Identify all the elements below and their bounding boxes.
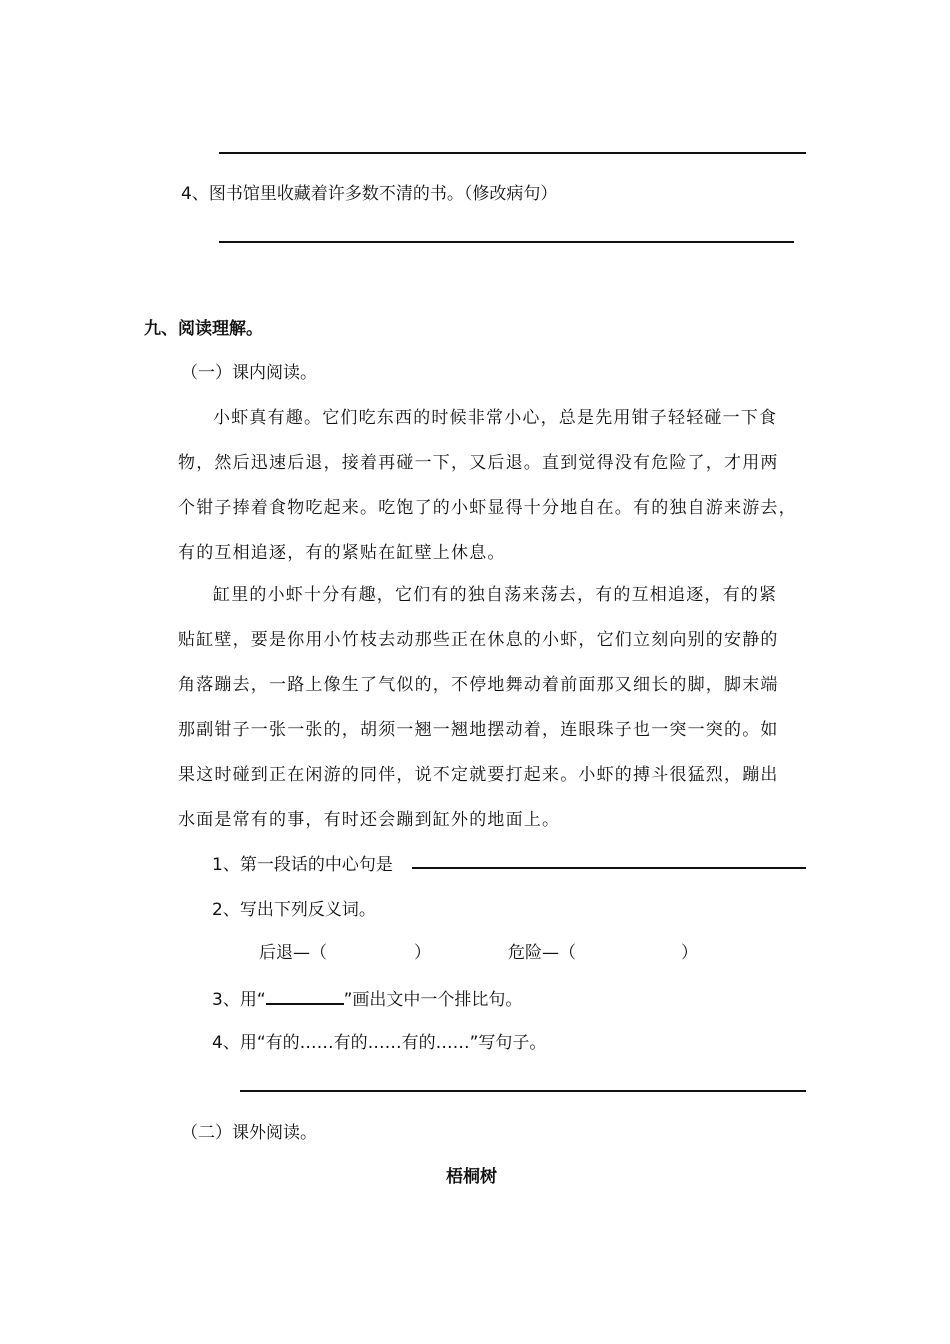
part-2-title: （二）课外阅读。 (181, 1123, 317, 1143)
part-1-title: （一）课内阅读。 (181, 363, 317, 383)
para2-line-5: 果这时碰到正在闲游的同伴，说不定就要打起来。小虾的搏斗很猛烈，蹦出 (178, 765, 779, 785)
para1-line-3: 个钳子捧着食物吃起来。吃饱了的小虾显得十分地自在。有的独自游来游去， (178, 498, 797, 518)
section-9-title: 九、阅读理解。 (144, 319, 263, 339)
question-2: 2、写出下列反义词。 (212, 900, 376, 920)
answer-line-question-4[interactable] (240, 1090, 806, 1092)
para2-line-3: 角落蹦去，一路上像生了气似的，不停地舞动着前面那又细长的脚，脚末端 (178, 675, 779, 695)
question-3 (212, 985, 522, 1010)
question-3-suffix: ”画出文中一个排比句。 (343, 990, 523, 1010)
underline-sample (266, 987, 344, 1005)
question-1: 1、第一段话的中心句是 (212, 855, 393, 875)
para1-line-2: 物，然后迅速后退，接着再碰一下，又后退。直到觉得没有危险了，才用两 (178, 453, 779, 473)
answer-line-q8-4[interactable] (219, 241, 794, 243)
question-4: 4、用“有的……有的……有的……”写句子。 (212, 1033, 547, 1053)
antonym-2-close: ） (681, 943, 698, 963)
para1-line-1: 小虾真有趣。它们吃东西的时候非常小心，总是先用钳子轻轻碰一下食 (213, 408, 778, 428)
answer-line-question-1[interactable] (412, 867, 806, 869)
para1-line-4: 有的互相追逐，有的紧贴在缸壁上休息。 (178, 543, 506, 563)
para2-line-4: 那副钳子一张一张的，胡须一翘一翘地摆动着，连眼珠子也一突一突的。如 (178, 720, 779, 740)
para2-line-1: 缸里的小虾十分有趣，它们有的独自荡来荡去，有的互相追逐，有的紧 (213, 585, 778, 605)
para2-line-2: 贴缸壁，要是你用小竹枝去动那些正在休息的小虾，它们立刻向别的安静的 (178, 630, 779, 650)
para2-line-6: 水面是常有的事，有时还会蹦到缸外的地面上。 (178, 810, 561, 830)
question-3-prefix: 3、用“ (212, 990, 266, 1010)
antonym-1-close: ） (414, 943, 431, 963)
antonym-2-label: 危险—（ (508, 943, 576, 963)
article-title: 梧桐树 (446, 1167, 497, 1187)
answer-line-q8-3[interactable] (219, 152, 806, 154)
antonym-1-label: 后退—（ (259, 943, 327, 963)
q8-item-4: 4、图书馆里收藏着许多数不清的书。（修改病句） (181, 184, 558, 204)
